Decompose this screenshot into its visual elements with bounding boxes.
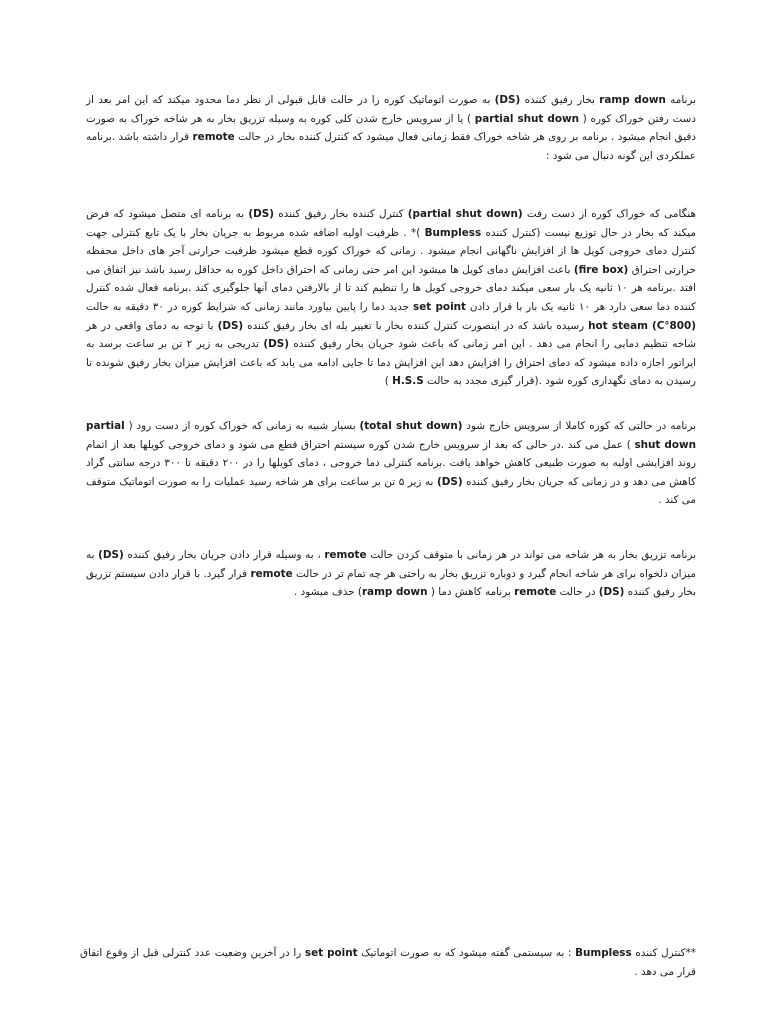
text-run: با توجه به دمای واقعی در هر شاخه تنظیم دمایی را انجام می دهد . این امر زمانی که باعث شود جریان بخار رفیق کننده bbox=[86, 319, 696, 351]
text-run: را در آخرین وضعیت عدد کنترلی قبل از وقوع اتفاق قرار می دهد . bbox=[80, 947, 696, 978]
paragraph-ramp-down-intro bbox=[86, 91, 696, 165]
text-run: قرار گیرد. با قرار دادن سیستم تزریق بخار رفیق کننده bbox=[86, 567, 696, 599]
text-run: : به سیستمی گفته میشود که به صورت اتوماتیک bbox=[357, 947, 576, 959]
bold-term: (DS) bbox=[263, 338, 289, 351]
bold-term: partial shut down bbox=[474, 112, 580, 125]
text-run: )* . ظرفیت اولیه اضافه شده مربوط به جریان بخار با یک تابع کنترلی جهت کنترل دمای خروجی کویل ها از افزایش ناگهانی انجام میشود . زمانی که خوراک کوره قطع میشود ظرفیت حرارتی آجر های داخل محفظه حرارتی احتراق bbox=[86, 226, 696, 276]
text-run: تدریجی به زیر ۲ تن بر ساعت برسد به اپراتور اجازه داده میشود که دمای احتراق را افزایش دهد این افزایش دما تا جایی ادامه می یابد که باعث افزایش میزان بخار رفیق شونده تا رسیدن به دمای نگهداری کوره شود .(قرار گیری مجدد به حالت bbox=[86, 338, 696, 388]
text-run: جدید دما را پایین بیاورد مانند زمانی که شرایط کوره در ۳۰ دقیقه به حالت bbox=[86, 300, 414, 313]
bold-term: ramp down bbox=[361, 586, 428, 599]
bold-term: (total shut down) bbox=[359, 420, 463, 432]
text-run: برنامه در حالتی که کوره کاملا از سرویس خارج شود bbox=[462, 420, 697, 432]
bold-term: (DS) bbox=[598, 586, 625, 599]
text-run: برنامه bbox=[665, 94, 696, 106]
text-run: بسیار شبیه به زمانی که خوراک کوره از دست رود ( bbox=[124, 420, 360, 432]
text-run: کنترل کننده بخار رفیق کننده bbox=[273, 208, 408, 220]
bold-term: Bumpless bbox=[575, 947, 632, 959]
text-run: باعث افزایش دمای کویل ها میشود این امر حتی زمانی که احتراق داخل کوره به حداقل رسید باشد نیز اتفاق می افتد .برنامه هر ۱۰ ثانیه یک بار سعی میکند دمای خروجی کویل ها را تنظیم کند تا از بالارفتن دمای آنها جلوگیری کند .برنامه فعال شده کنترل کننده دما سعی دارد هر ۱۰ ثانیه یک بار با قرار دادن bbox=[86, 263, 696, 313]
text-run: ) عمل می کند .در حالی که بعد از سرویس خارج شدن کوره سیستم احتراق قطع می شود و دمای خروجی کویلها بعد از اتمام روند افزایشی اولیه به صورت طبیعی کاهش خواهد یافت .برنامه کنترلی دما خروجی ، دمای کویلها را در ۲۰۰ دقیقه تا ۳۰۰ درجه سانتی گراد کاهش می دهد و در زمانی که جریان بخار رفیق کننده bbox=[86, 438, 697, 488]
text-run: رسیده باشد که در اینصورت کنترل کننده بخار با تغییر یله ای بخار رفیق کننده bbox=[243, 319, 589, 332]
text-run: ، به وسیله قرار دادن جریان بخار رفیق کننده bbox=[123, 549, 325, 561]
paragraph-remote-mode bbox=[86, 546, 696, 602]
text-run: ) bbox=[384, 375, 393, 388]
bold-term: partial shut down bbox=[86, 420, 696, 451]
text-run: به زیر ۵ تن بر ساعت برای هر شاخه رسید عملیات را به صورت اتوماتیک متوقف می کند . bbox=[86, 475, 696, 507]
bold-term: hot steam bbox=[588, 319, 648, 332]
bold-term: (partial shut down) bbox=[407, 208, 523, 220]
footnote-bumpless bbox=[80, 944, 696, 981]
text-run: ) یا از سرویس خارج شدن کلی کوره به وسیله تزریق بخار به هر شاخه خوراک به صورت دقیق انجام میشود . برنامه بر روی هر شاخه خوراک فقط زمانی فعال میشود که کنترل کننده بخار در حالت bbox=[86, 112, 696, 144]
bold-term: set point bbox=[304, 947, 358, 959]
text-run: در حالت bbox=[556, 586, 599, 599]
bold-term: remote bbox=[324, 549, 367, 561]
text-run: بخار رفیق کننده bbox=[520, 94, 600, 106]
bold-term: (DS) bbox=[98, 549, 124, 561]
text-run: **کنترل کننده bbox=[631, 947, 696, 959]
bold-term: (fire box) bbox=[573, 263, 629, 276]
text-run: قرار داشته باشد .برنامه عملکردی این گونه دنبال می شود : bbox=[86, 131, 696, 162]
text-run: به برنامه ای متصل میشود که فرض میکند که بخار در حال توزیع نیست (کنترل کننده bbox=[86, 208, 696, 239]
bold-term: (DS) bbox=[494, 94, 521, 106]
bold-term: (DS) bbox=[217, 319, 244, 332]
bold-term: (800°C) bbox=[651, 319, 696, 332]
text-run: برنامه تزریق بخار به هر شاخه می تواند در هر زمانی با متوقف کردن حالت bbox=[366, 549, 696, 561]
bold-term: (DS) bbox=[436, 475, 463, 488]
text-run: به صورت اتوماتیک کوره را در حالت قابل قبولی از نظر دما محدود میکند که این امر بعد از دست رفتن خوراک کوره ( bbox=[86, 94, 696, 125]
paragraph-total-shut-down bbox=[86, 417, 696, 510]
bold-term: (DS) bbox=[248, 208, 274, 220]
bold-term: set point bbox=[413, 300, 466, 313]
bold-term: remote bbox=[514, 586, 557, 599]
text-run: ) حذف میشود . bbox=[294, 586, 362, 599]
bold-term: remote bbox=[250, 567, 293, 580]
text-run: هنگامی که خوراک کوره از دست رفت bbox=[522, 208, 697, 220]
paragraph-partial-shut-down bbox=[86, 205, 696, 391]
bold-term: Bumpless bbox=[424, 226, 482, 239]
text-run: برنامه کاهش دما ( bbox=[427, 586, 515, 599]
bold-term: remote bbox=[192, 131, 235, 144]
bold-term: H.S.S bbox=[392, 375, 424, 388]
text-run: به میزان دلخواه برای هر شاخه انجام گیرد و دوباره تزریق بخار به راحتی هر چه تمام تر در حالت bbox=[86, 549, 696, 580]
bold-term: ramp down bbox=[599, 94, 666, 106]
